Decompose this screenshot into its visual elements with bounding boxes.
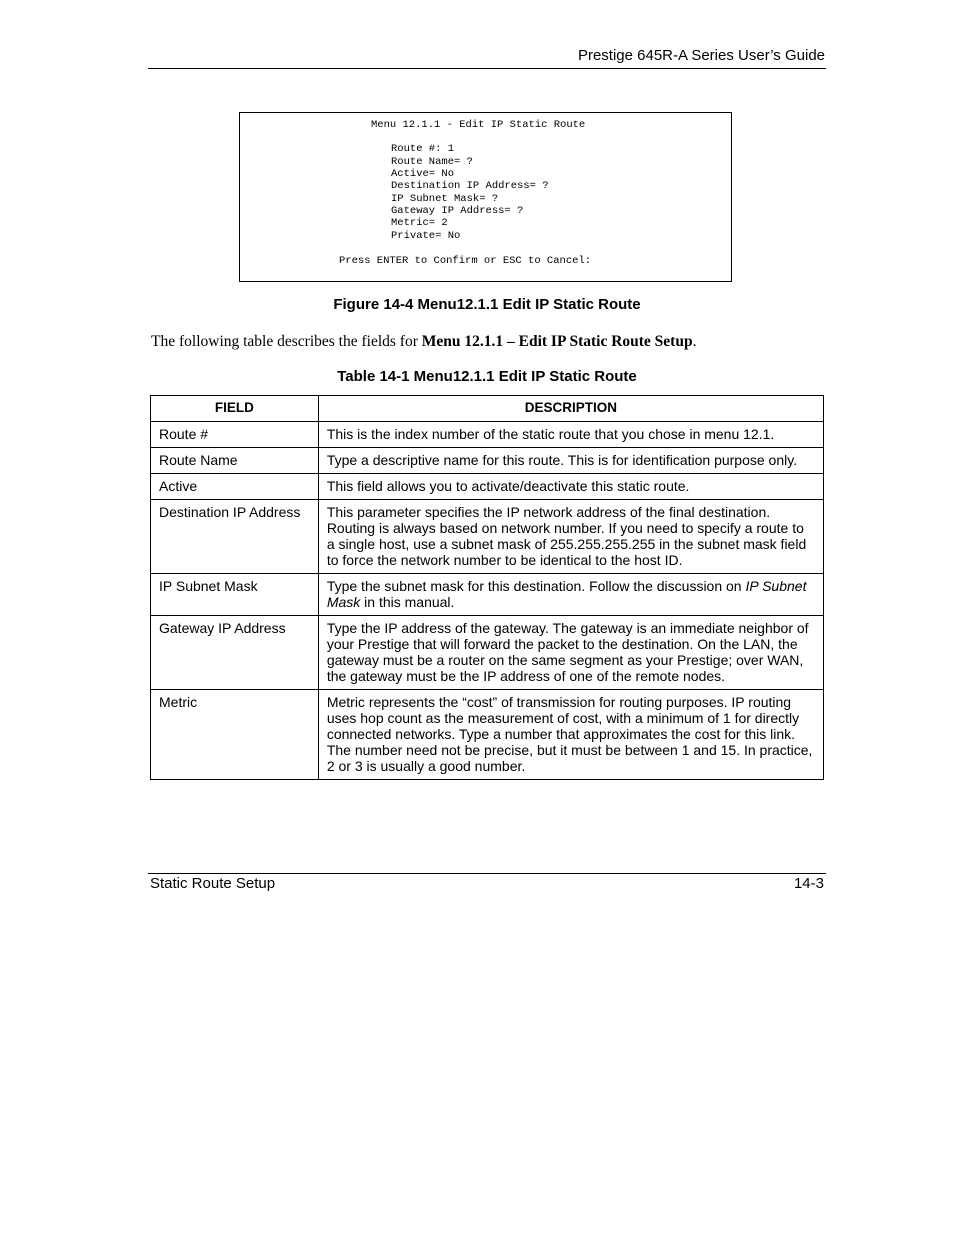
description-cell xyxy=(318,574,823,616)
header-description: DESCRIPTION xyxy=(318,396,823,422)
terminal-destination-ip: Destination IP Address= ? xyxy=(391,180,549,192)
table-caption: Table 14-1 Menu12.1.1 Edit IP Static Route xyxy=(337,368,637,385)
figure-caption: Figure 14-4 Menu12.1.1 Edit IP Static Route xyxy=(333,296,641,313)
description-cell: This parameter specifies the IP network address of the final destination. Routing is always based on network number. If you need to specify a route to a single host, use a subnet mask of 255.255.255.255 in the subnet mask field to force the network number to be identical to the host ID. xyxy=(318,500,823,574)
field-cell: Gateway IP Address xyxy=(151,616,319,690)
field-cell: Active xyxy=(151,474,319,500)
fields-table xyxy=(150,395,824,780)
description-cell: Type a descriptive name for this route. This is for identification purpose only. xyxy=(318,448,823,474)
intro-text: The following table describes the fields for xyxy=(151,333,422,350)
field-cell: Route # xyxy=(151,422,319,448)
table-row xyxy=(151,474,824,500)
terminal-prompt: Press ENTER to Confirm or ESC to Cancel: xyxy=(339,255,592,267)
description-cell: Metric represents the “cost” of transmission for routing purposes. IP routing uses hop count as the measurement of cost, with a minimum of 1 for directly connected networks. Type a number that approximates the cost for this link. The number need not be precise, but it must be between 1 and 15. In practice, 2 or 3 is usually a good number. xyxy=(318,690,823,780)
table-row xyxy=(151,448,824,474)
terminal-gateway-ip: Gateway IP Address= ? xyxy=(391,205,524,217)
table-header-row xyxy=(151,396,824,422)
terminal-private: Private= No xyxy=(391,230,461,242)
intro-end: . xyxy=(692,333,697,350)
description-cell: This is the index number of the static route that you chose in menu 12.1. xyxy=(318,422,823,448)
table-row xyxy=(151,616,824,690)
terminal-route-number: Route #: 1 xyxy=(391,143,455,155)
description-cell: This field allows you to activate/deactivate this static route. xyxy=(318,474,823,500)
table-row xyxy=(151,690,824,780)
field-cell: Metric xyxy=(151,690,319,780)
description-text-end: in this manual. xyxy=(360,594,455,610)
page-header-title: Prestige 645R-A Series User’s Guide xyxy=(577,47,825,64)
table-row xyxy=(151,500,824,574)
intro-paragraph xyxy=(151,333,696,351)
header-divider xyxy=(148,68,826,69)
field-cell: Route Name xyxy=(151,448,319,474)
field-cell: Destination IP Address xyxy=(151,500,319,574)
footer-page-number: 14-3 xyxy=(793,875,824,892)
intro-bold: Menu 12.1.1 – Edit IP Static Route Setup xyxy=(421,333,693,350)
description-emphasis: IP Subnet Mask xyxy=(326,578,807,610)
footer-divider xyxy=(148,873,826,874)
description-cell: Type the IP address of the gateway. The gateway is an immediate neighbor of your Prestige that will forward the packet to the destination. On the LAN, the gateway must be a router on the same segment as your Prestige; over WAN, the gateway must be the IP address of one of the remote nodes. xyxy=(318,616,823,690)
description-text: Type the subnet mask for this destination. Follow the discussion on xyxy=(326,578,746,594)
terminal-active: Active= No xyxy=(391,168,455,180)
header-field: FIELD xyxy=(151,396,319,422)
table-row xyxy=(151,574,824,616)
terminal-subnet-mask: IP Subnet Mask= ? xyxy=(391,193,499,205)
table-row xyxy=(151,422,824,448)
terminal-screen xyxy=(239,112,732,282)
footer-section-title: Static Route Setup xyxy=(150,875,276,892)
terminal-metric: Metric= 2 xyxy=(391,217,448,229)
terminal-menu-title: Menu 12.1.1 - Edit IP Static Route xyxy=(371,119,586,131)
terminal-route-name: Route Name= ? xyxy=(391,156,473,168)
field-cell: IP Subnet Mask xyxy=(151,574,319,616)
